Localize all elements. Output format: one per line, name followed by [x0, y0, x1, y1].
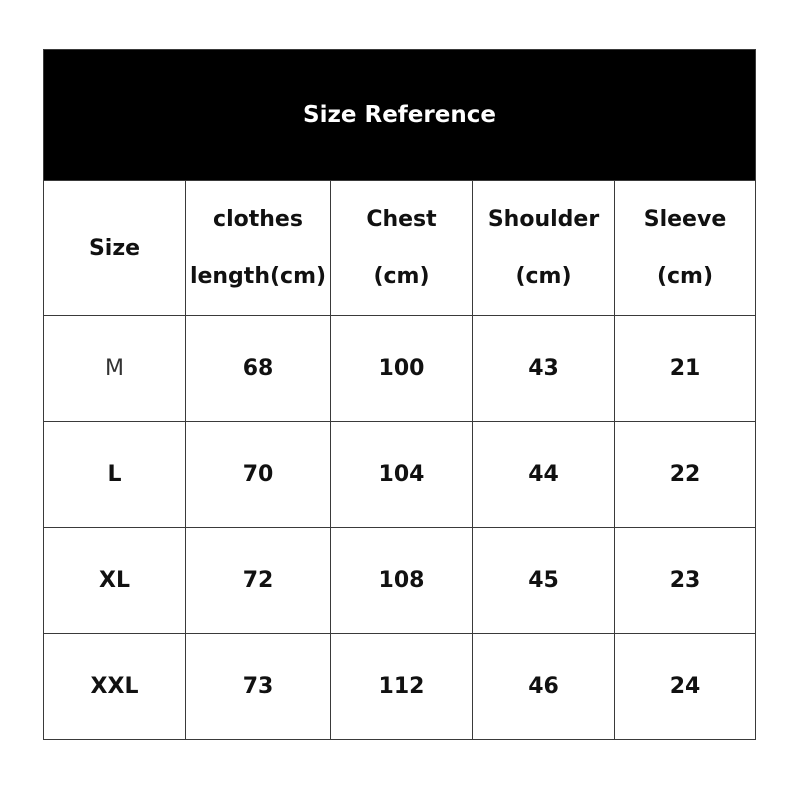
header-chest [331, 181, 473, 316]
header-chest-line2: (cm) [373, 264, 430, 289]
title-row [44, 50, 756, 181]
cell-shoulder: 46 [473, 634, 615, 740]
cell-chest: 112 [331, 634, 473, 740]
cell-chest: 100 [331, 316, 473, 422]
header-chest-line1: Chest [366, 207, 437, 232]
header-size: Size [44, 181, 186, 316]
table-row [44, 528, 756, 634]
header-length [186, 181, 331, 316]
header-sleeve-line2: (cm) [656, 264, 714, 289]
cell-shoulder: 45 [473, 528, 615, 634]
header-length-line2: length(cm) [189, 264, 327, 289]
cell-sleeve: 22 [615, 422, 756, 528]
header-sleeve-line1: Sleeve [643, 207, 727, 232]
size-reference-table [43, 49, 756, 740]
cell-size: XXL [44, 634, 186, 740]
header-sleeve [615, 181, 756, 316]
cell-shoulder: 44 [473, 422, 615, 528]
header-length-line1: clothes [213, 207, 303, 232]
cell-chest: 108 [331, 528, 473, 634]
cell-size: L [44, 422, 186, 528]
cell-sleeve: 21 [615, 316, 756, 422]
table-row [44, 422, 756, 528]
cell-length: 73 [186, 634, 331, 740]
cell-shoulder: 43 [473, 316, 615, 422]
cell-length: 68 [186, 316, 331, 422]
table-row [44, 316, 756, 422]
cell-length: 70 [186, 422, 331, 528]
cell-length: 72 [186, 528, 331, 634]
table-row [44, 634, 756, 740]
cell-sleeve: 24 [615, 634, 756, 740]
cell-size: M [44, 316, 186, 422]
cell-sleeve: 23 [615, 528, 756, 634]
cell-size: XL [44, 528, 186, 634]
table-title: Size Reference [44, 50, 756, 181]
header-shoulder-line2: (cm) [515, 264, 572, 289]
header-shoulder [473, 181, 615, 316]
cell-chest: 104 [331, 422, 473, 528]
header-row [44, 181, 756, 316]
header-shoulder-line1: Shoulder [487, 207, 600, 232]
